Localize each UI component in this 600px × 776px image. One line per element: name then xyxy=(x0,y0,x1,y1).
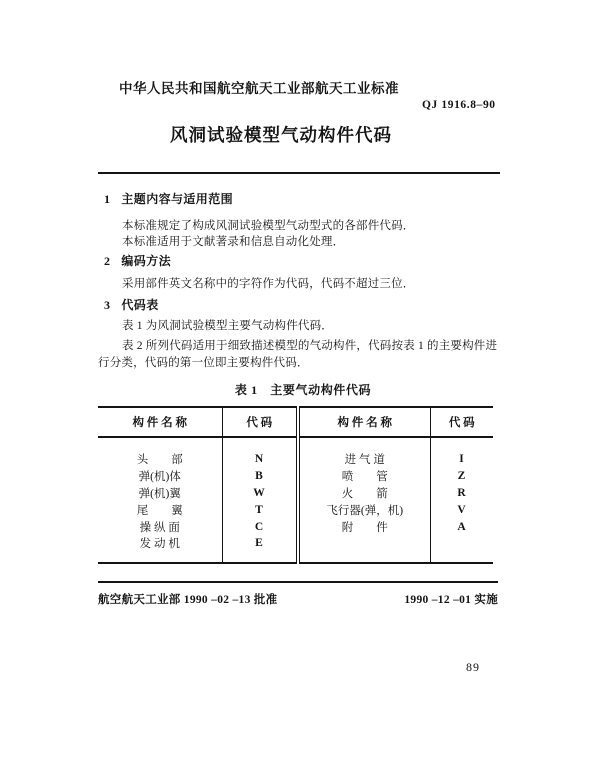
component-name-cell xyxy=(298,535,430,563)
paragraph: 表 2 所列代码适用于细致描述模型的气动构件，代码按表 1 的主要构件进行分类，代码的第一位即主要构件代码． xyxy=(98,340,498,369)
component-code-cell: I xyxy=(459,453,465,465)
paragraph: 采用部件英文名称中的字符作为代码，代码不超过三位． xyxy=(122,278,415,290)
column-header-name-left: 构 件 名 称 xyxy=(98,407,222,437)
component-name-cell: 进 气 道 xyxy=(298,437,430,467)
footer-rule xyxy=(98,581,498,583)
component-code-cell: Z xyxy=(457,469,466,482)
table-row xyxy=(98,501,493,518)
component-code-cell: R xyxy=(457,486,467,499)
section-title: 主题内容与适用范围 xyxy=(121,192,234,206)
component-code-cell: E xyxy=(222,535,298,563)
component-name-cell: 飞行器(弹，机) xyxy=(298,501,430,518)
component-code-cell: T xyxy=(222,501,298,518)
column-header-code-right: 代 码 xyxy=(430,407,493,437)
table-row xyxy=(98,518,493,535)
section-1-heading xyxy=(104,191,233,208)
component-name-cell: 发 动 机 xyxy=(98,535,222,563)
table-row xyxy=(98,484,493,501)
header-rule xyxy=(98,172,500,174)
component-name-cell: 附 件 xyxy=(298,518,430,535)
component-name-cell: 喷 管 xyxy=(298,467,430,484)
component-name-cell: 头 部 xyxy=(98,437,222,467)
standard-number: QJ 1916.8–90 xyxy=(422,99,496,111)
section-number: 1 xyxy=(104,192,111,206)
component-name-cell: 弹(机)体 xyxy=(98,467,222,484)
component-code-cell xyxy=(430,535,493,563)
section-number: 2 xyxy=(104,254,111,268)
paragraph: 表 1 为风洞试验模型主要气动构件代码． xyxy=(122,320,333,332)
component-code-cell: B xyxy=(222,467,298,484)
table-row xyxy=(98,437,493,467)
implementation-note: 1990 –12 –01 实施 xyxy=(404,594,498,606)
paragraph: 本标准规定了构成风洞试验模型气动型式的各部件代码． xyxy=(122,220,415,232)
footer xyxy=(98,591,498,607)
section-3-heading xyxy=(104,297,159,314)
column-header-code-left: 代 码 xyxy=(222,407,298,437)
table-row xyxy=(98,467,493,484)
table-header-row xyxy=(98,407,493,437)
component-code-cell: N xyxy=(222,437,298,467)
table-caption: 表 1 主要气动构件代码 xyxy=(234,383,372,397)
standard-org-title: 中华人民共和国航空航天工业部航天工业标准 xyxy=(119,81,399,96)
section-2-heading xyxy=(104,253,171,270)
column-header-name-right: 构 件 名 称 xyxy=(298,407,430,437)
main-code-table xyxy=(98,406,493,564)
component-name-cell: 弹(机)翼 xyxy=(98,484,222,501)
page-number: 89 xyxy=(466,660,480,674)
component-code-cell: C xyxy=(222,518,298,535)
component-name-cell: 火 箭 xyxy=(298,484,430,501)
document-title: 风洞试验模型气动构件代码 xyxy=(170,125,392,145)
component-code-cell: V xyxy=(457,503,467,516)
component-name-cell: 操 纵 面 xyxy=(98,518,222,535)
paragraph: 本标准适用于文献著录和信息自动化处理． xyxy=(122,236,345,248)
component-name-cell: 尾 翼 xyxy=(98,501,222,518)
table-row xyxy=(98,535,493,563)
section-title: 代码表 xyxy=(121,298,159,312)
section-number: 3 xyxy=(104,298,111,312)
component-code-cell: A xyxy=(457,520,467,533)
component-code-cell: W xyxy=(222,484,298,501)
approval-note: 航空航天工业部 1990 –02 –13 批准 xyxy=(98,594,278,606)
section-title: 编码方法 xyxy=(121,254,172,268)
